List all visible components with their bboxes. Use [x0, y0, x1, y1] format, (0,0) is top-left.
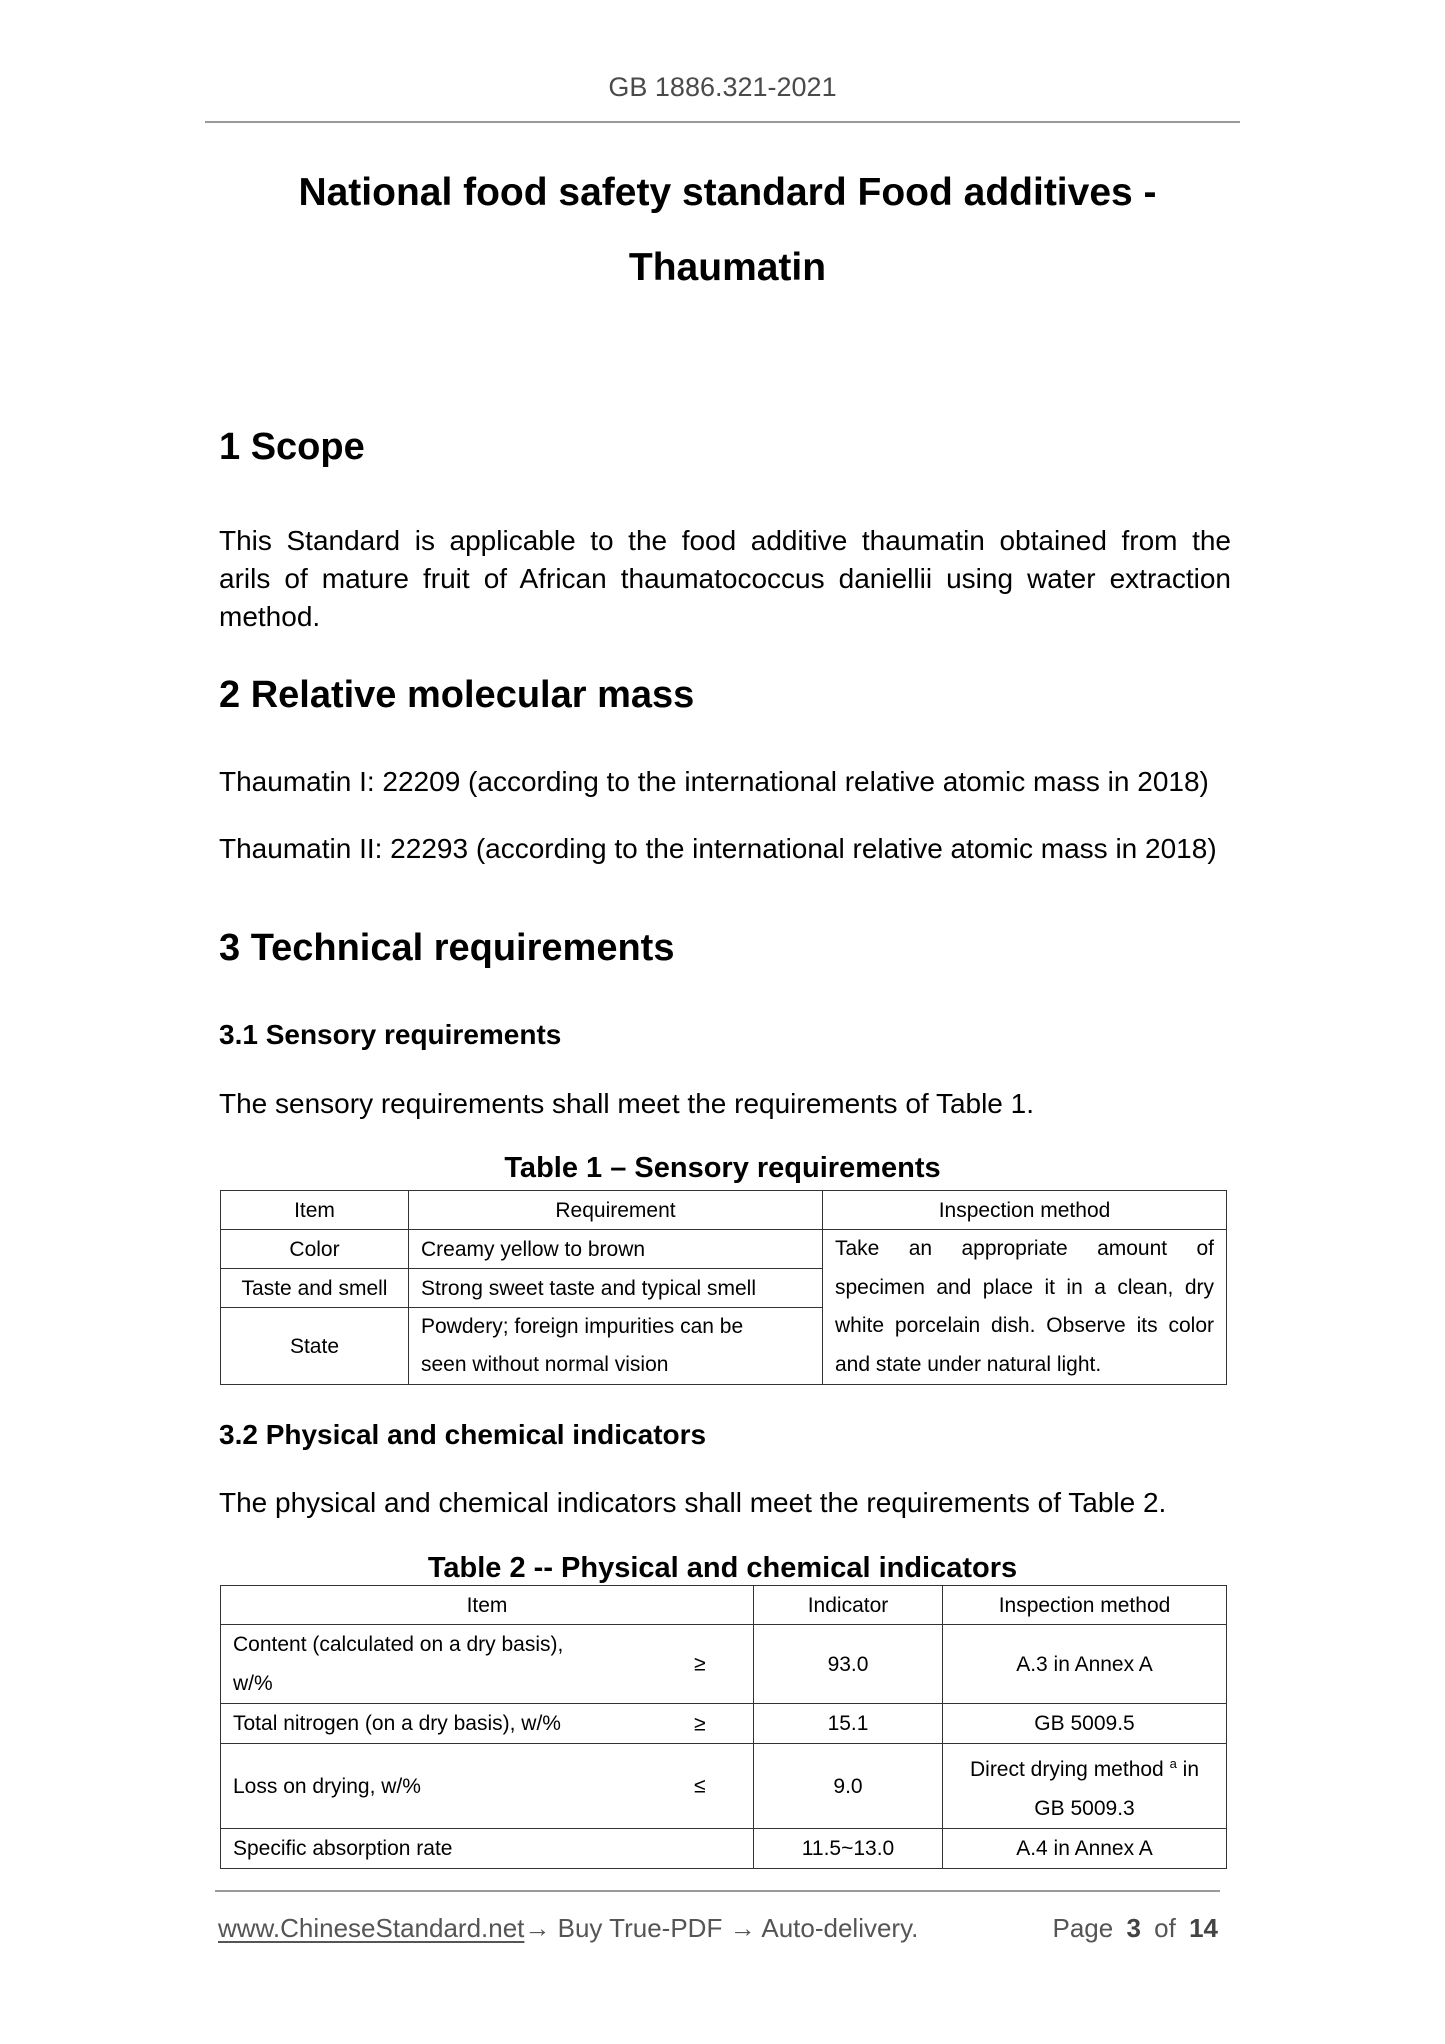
- greater-equal-sign: ≥: [694, 1652, 706, 1676]
- footer-rule: [215, 1890, 1220, 1892]
- arrow-icon: →: [524, 1913, 551, 1943]
- table1-requirement-taste-smell: Strong sweet taste and typical smell: [409, 1269, 823, 1308]
- item-line: Total nitrogen (on a dry basis), w/%: [233, 1712, 561, 1735]
- method-line: white porcelain dish. Observe its color: [835, 1314, 1214, 1337]
- table2-item-content: [221, 1625, 754, 1704]
- table1-item-color: Color: [221, 1230, 409, 1269]
- requirement-line: Powdery; foreign impurities can be: [421, 1315, 744, 1338]
- page-total: 14: [1189, 1913, 1218, 1943]
- table-row: [221, 1744, 1227, 1829]
- arrow-icon: →: [729, 1913, 756, 1943]
- footer-promo: [218, 1913, 918, 1944]
- section-heading-technical: 3 Technical requirements: [219, 927, 675, 969]
- table2-method-total-nitrogen: GB 5009.5: [943, 1704, 1227, 1744]
- subsection-heading-sensory: 3.1 Sensory requirements: [219, 1019, 562, 1050]
- table2-indicator-total-nitrogen: 15.1: [754, 1704, 943, 1744]
- method-text: Direct drying method: [969, 1758, 1164, 1781]
- page-indicator: [1052, 1913, 1218, 1944]
- table1-header-item: Item: [221, 1191, 409, 1230]
- running-header-standard-code: GB 1886.321-2021: [608, 72, 837, 102]
- method-line: GB 5009.3: [1034, 1797, 1135, 1820]
- footer-buy-text: Buy True-PDF: [550, 1913, 730, 1943]
- table1-header-row: [221, 1191, 1227, 1230]
- table-row: [221, 1704, 1227, 1744]
- method-line: Take an appropriate amount of: [835, 1237, 1214, 1260]
- page-of: of: [1154, 1913, 1176, 1943]
- page-label: Page: [1052, 1913, 1114, 1943]
- table1-header-method: Inspection method: [823, 1191, 1227, 1230]
- scope-line: This Standard is applicable to the food additive thaumatin obtained from the: [219, 525, 1231, 556]
- method-line: [943, 1744, 1226, 1789]
- table2-physical-chemical-indicators: [220, 1585, 1227, 1869]
- table2-method-content: A.3 in Annex A: [943, 1625, 1227, 1704]
- page-current: 3: [1126, 1913, 1141, 1943]
- chinesestandard-link[interactable]: www.ChineseStandard.net: [218, 1913, 525, 1943]
- table2-item-specific-absorption: [221, 1829, 754, 1869]
- table1-caption: Table 1 – Sensory requirements: [504, 1152, 941, 1184]
- item-line: w/%: [233, 1672, 273, 1695]
- thaumatin-ii-mass: Thaumatin II: 22293 (according to the international relative atomic mass in 2018): [219, 833, 1217, 864]
- table2-header-method: Inspection method: [943, 1586, 1227, 1625]
- item-line: Loss on drying, w/%: [233, 1774, 421, 1798]
- table1-requirement-state: [409, 1308, 823, 1385]
- table2-caption: Table 2 -- Physical and chemical indicators: [427, 1552, 1018, 1584]
- thaumatin-i-mass: Thaumatin I: 22209 (according to the international relative atomic mass in 2018): [219, 766, 1209, 797]
- header-rule: [205, 121, 1240, 123]
- table2-indicator-content: 93.0: [754, 1625, 943, 1704]
- table2-method-specific-absorption: A.4 in Annex A: [943, 1829, 1227, 1869]
- table1-item-taste-smell: Taste and smell: [221, 1269, 409, 1308]
- method-line: and state under natural light.: [835, 1352, 1102, 1376]
- table2-header-item: Item: [221, 1586, 754, 1625]
- item-line: Specific absorption rate: [233, 1837, 453, 1860]
- table-row: [221, 1829, 1227, 1869]
- table2-indicator-loss-on-drying: 9.0: [754, 1744, 943, 1829]
- footnote-marker: a: [1169, 1756, 1177, 1771]
- table1-item-state: State: [221, 1308, 409, 1385]
- document-title-line-1: National food safety standard Food additives -: [298, 171, 1157, 214]
- scope-line: arils of mature fruit of African thaumatococcus daniellii using water extraction: [219, 563, 1231, 594]
- table1-requirement-color: Creamy yellow to brown: [409, 1230, 823, 1269]
- table2-method-loss-on-drying: [943, 1744, 1227, 1829]
- table-row: [221, 1230, 1227, 1269]
- method-suffix: in: [1176, 1758, 1199, 1781]
- table2-header-row: [221, 1586, 1227, 1625]
- section-heading-scope: 1 Scope: [219, 426, 365, 468]
- subsection-heading-physchem: 3.2 Physical and chemical indicators: [219, 1419, 707, 1450]
- table1-inspection-method: [823, 1230, 1227, 1385]
- item-line: Content (calculated on a dry basis),: [233, 1633, 564, 1656]
- sensory-intro: The sensory requirements shall meet the requirements of Table 1.: [219, 1088, 1035, 1119]
- table-row: [221, 1625, 1227, 1704]
- footer-delivery-text: Auto-delivery.: [755, 1913, 919, 1943]
- section-heading-molecular-mass: 2 Relative molecular mass: [219, 674, 695, 716]
- scope-line: method.: [219, 601, 321, 632]
- table1-sensory-requirements: [220, 1190, 1227, 1385]
- table1-header-requirement: Requirement: [409, 1191, 823, 1230]
- table2-header-indicator: Indicator: [754, 1586, 943, 1625]
- table2-item-loss-on-drying: [221, 1744, 754, 1829]
- less-equal-sign: ≤: [694, 1774, 706, 1798]
- table2-item-total-nitrogen: [221, 1704, 754, 1744]
- physchem-intro: The physical and chemical indicators shall meet the requirements of Table 2.: [219, 1487, 1167, 1518]
- table2-indicator-specific-absorption: 11.5~13.0: [754, 1829, 943, 1869]
- scope-paragraph: [219, 522, 1231, 636]
- requirement-line: seen without normal vision: [421, 1353, 669, 1376]
- greater-equal-sign: ≥: [694, 1712, 706, 1735]
- method-line: specimen and place it in a clean, dry: [835, 1275, 1214, 1299]
- document-title-line-2: Thaumatin: [628, 246, 827, 289]
